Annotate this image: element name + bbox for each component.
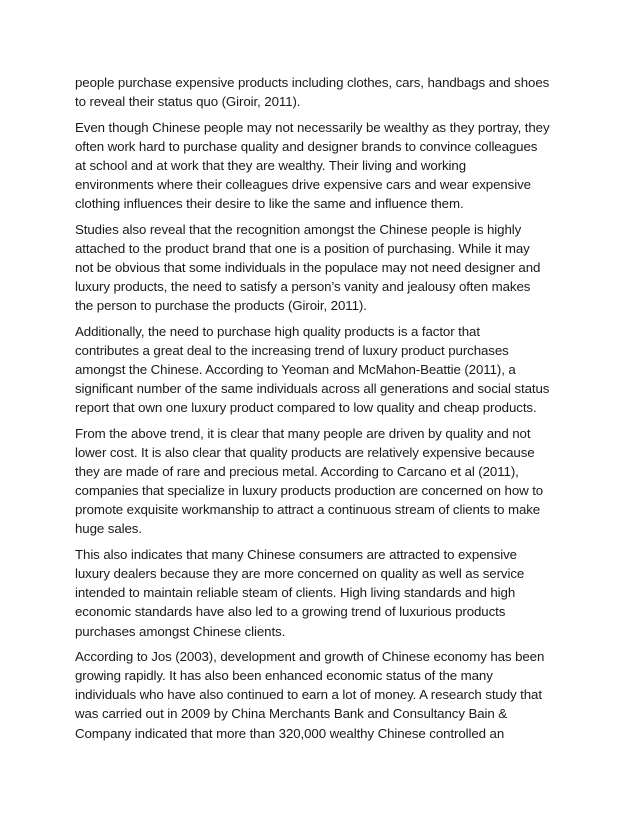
paragraph-5 [75, 424, 571, 539]
paragraph-line: Even though Chinese people may not necessarily be wealthy as they portray, they [75, 119, 550, 135]
document-body [75, 73, 571, 749]
paragraph-line: economic standards have also led to a growing trend of luxurious products [75, 604, 506, 620]
paragraph-line: clothing influences their desire to like the same and influence them. [75, 196, 464, 212]
paragraph-line: Additionally, the need to purchase high quality products is a factor that [75, 323, 480, 339]
paragraph-6 [75, 545, 571, 640]
paragraph-line: report that own one luxury product compared to low quality and cheap products. [75, 400, 537, 416]
paragraph-line: This also indicates that many Chinese consumers are attracted to expensive [75, 547, 517, 563]
paragraph-3 [75, 220, 571, 315]
paragraph-line: Studies also reveal that the recognition amongst the Chinese people is highly [75, 221, 522, 237]
paragraph-line: environments where their colleagues drive expensive cars and wear expensive [75, 177, 531, 193]
paragraph-line: amongst the Chinese. According to Yeoman and McMahon-Beattie (2011), a [75, 362, 516, 378]
paragraph-line: growing rapidly. It has also been enhanced economic status of the many [75, 668, 493, 684]
paragraph-line: luxury products, the need to satisfy a person’s vanity and jealousy often makes [75, 279, 531, 295]
paragraph-line: promote exquisite workmanship to attract a continuous stream of clients to make [75, 502, 541, 518]
paragraph-line: Company indicated that more than 320,000 wealthy Chinese controlled an [75, 725, 505, 741]
paragraph-line: intended to maintain reliable steam of clients. High living standards and high [75, 585, 516, 601]
paragraph-line: at school and at work that they are wealthy. Their living and working [75, 157, 466, 173]
paragraph-line: From the above trend, it is clear that many people are driven by quality and not [75, 425, 531, 441]
paragraph-7 [75, 647, 571, 742]
paragraph-1 [75, 73, 571, 111]
paragraph-line: the person to purchase the products (Giroir, 2011). [75, 298, 367, 314]
paragraph-line: luxury dealers because they are more concerned on quality as well as service [75, 566, 525, 582]
paragraph-line: often work hard to purchase quality and designer brands to convince colleagues [75, 138, 538, 154]
paragraph-line: to reveal their status quo (Giroir, 2011). [75, 94, 301, 110]
paragraph-4 [75, 322, 571, 417]
paragraph-line: purchases amongst Chinese clients. [75, 623, 286, 639]
paragraph-line: companies that specialize in luxury products production are concerned on how to [75, 483, 544, 499]
paragraph-line: significant number of the same individuals across all generations and social status [75, 381, 550, 397]
paragraph-line: huge sales. [75, 521, 142, 537]
paragraph-line: attached to the product brand that one is a position of purchasing. While it may [75, 240, 530, 256]
paragraph-line: they are made of rare and precious metal. According to Carcano et al (2011), [75, 464, 519, 480]
paragraph-line: was carried out in 2009 by China Merchants Bank and Consultancy Bain & [75, 706, 508, 722]
paragraph-line: individuals who have also continued to earn a lot of money. A research study that [75, 687, 542, 703]
paragraph-line: According to Jos (2003), development and growth of Chinese economy has been [75, 649, 545, 665]
paragraph-2 [75, 118, 571, 213]
paragraph-line: people purchase expensive products including clothes, cars, handbags and shoes [75, 75, 550, 90]
paragraph-line: lower cost. It is also clear that quality products are relatively expensive because [75, 445, 535, 461]
paragraph-line: contributes a great deal to the increasing trend of luxury product purchases [75, 343, 509, 358]
paragraph-line: not be obvious that some individuals in the populace may not need designer and [75, 260, 541, 276]
